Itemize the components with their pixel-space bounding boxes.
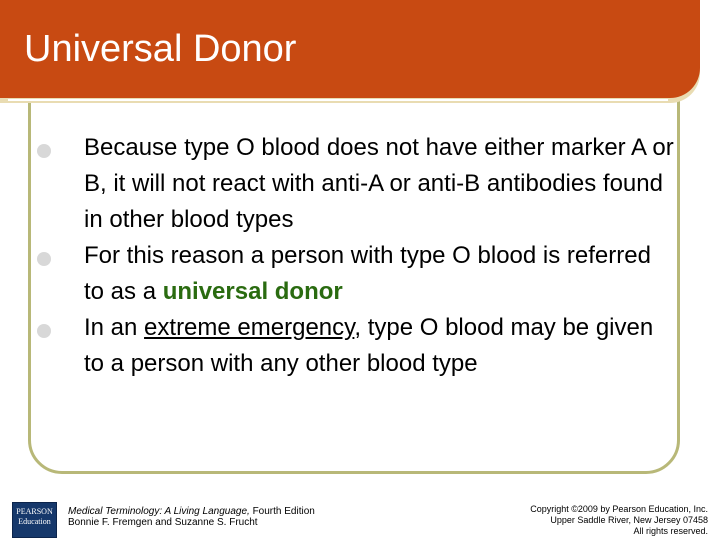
bullet-icon xyxy=(37,252,51,266)
universal-donor-term: universal donor xyxy=(162,278,343,305)
bullet-item xyxy=(37,310,677,382)
book-title: Medical Terminology: A Living Language, xyxy=(68,506,250,517)
book-citation xyxy=(68,506,315,528)
book-edition: Fourth Edition xyxy=(252,506,315,517)
logo-bottom-text: Education xyxy=(18,517,51,526)
copyright-notice xyxy=(468,504,708,537)
book-authors: Bonnie F. Fremgen and Suzanne S. Frucht xyxy=(68,517,258,528)
pearson-education-logo xyxy=(12,502,57,538)
title-divider xyxy=(8,99,668,101)
copyright-line: Copyright ©2009 by Pearson Education, Inc. xyxy=(530,504,708,514)
bullet-text: In an xyxy=(84,314,145,341)
page-title: Universal Donor xyxy=(24,28,297,70)
bullet-icon xyxy=(37,324,51,338)
bullet-text: Because type O blood does not have either marker A or B, it will not react with anti-A or anti-B antibodies found in other blood types xyxy=(84,134,674,233)
slide-footer xyxy=(0,490,720,540)
emphasized-term: extreme emergency xyxy=(144,314,355,341)
bullet-text: For this reason a person with type O blood is referred to as a xyxy=(84,242,651,305)
bullet-text: , type O blood may be given to a person with any other blood type xyxy=(84,314,654,377)
title-bar xyxy=(0,0,700,98)
publisher-address: Upper Saddle River, New Jersey 07458 xyxy=(550,515,708,525)
bullet-icon xyxy=(37,144,51,158)
logo-top-text: PEARSON xyxy=(16,507,53,516)
bullet-item xyxy=(37,238,677,310)
bullet-item xyxy=(37,130,677,238)
rights-reserved: All rights reserved. xyxy=(633,526,708,536)
bullet-list xyxy=(37,130,677,382)
